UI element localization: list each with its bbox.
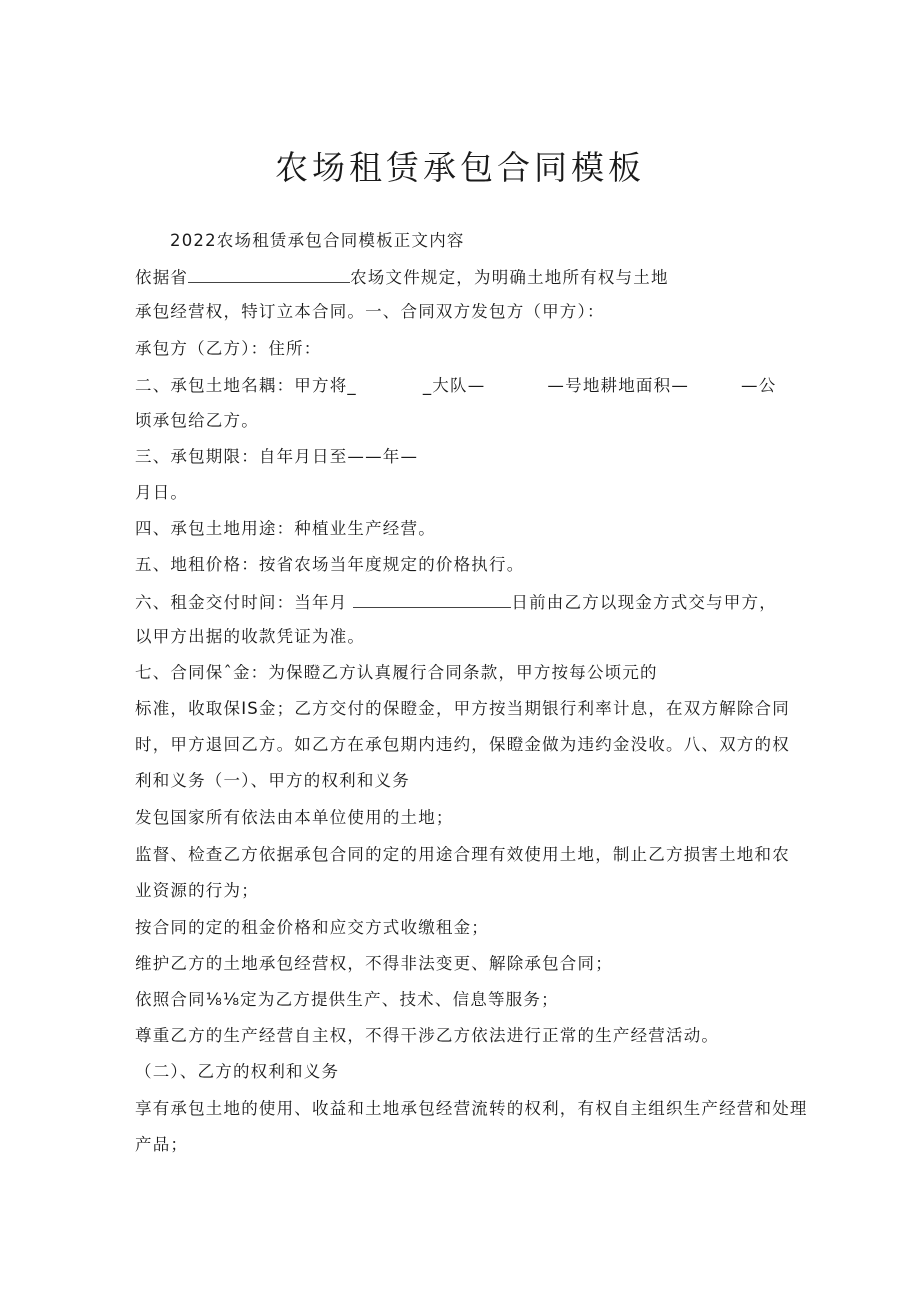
text-segment: _大队—	[422, 376, 486, 395]
paragraph-line	[135, 376, 776, 396]
paragraph-line: （二）、乙方的权利和义务	[135, 1062, 340, 1081]
text-segment: 农场文件规定，为明确土地所有权与土地	[350, 268, 669, 287]
paragraph-line: 依照合同⅛⅛定为乙方提供生产、技术、信息等服务；	[135, 990, 559, 1009]
paragraph-line: 发包国家所有依法由本单位使用的土地；	[135, 808, 454, 827]
paragraph-line: 以甲方出据的收款凭证为准。	[135, 627, 366, 646]
text-segment: —公	[741, 376, 777, 395]
text-segment: 六、租金交付时间：当年月	[135, 593, 348, 612]
paragraph-line: 享有承包土地的使用、收益和土地承包经营流转的权利，有权自主组织生产经营和处理	[135, 1099, 808, 1118]
paragraph-line: 月日。	[135, 483, 189, 502]
paragraph-line: 产品；	[135, 1135, 189, 1154]
paragraph-line: 业资源的行为；	[135, 881, 259, 900]
fill-in-blank	[353, 591, 511, 608]
document-subtitle: 2022农场租赁承包合同模板正文内容	[170, 231, 465, 250]
paragraph-line: 标准，收取保IS金；乙方交付的保瞪金，甲方按当期银行利率计息，在双方解除合同	[135, 699, 790, 718]
paragraph-line: 三、承包期限：自年月日至——年—	[135, 447, 419, 466]
paragraph-line: 维护乙方的土地承包经营权，不得非法变更、解除承包合同；	[135, 954, 613, 973]
fill-in-blank	[188, 266, 350, 283]
paragraph-line: 七、合同保ˆ金：为保瞪乙方认真履行合同条款，甲方按每公顷元的	[135, 663, 658, 682]
paragraph-line: 承包方（乙方）：住所：	[135, 339, 322, 358]
text-segment: 依据省	[135, 268, 189, 287]
paragraph-line: 监督、检查乙方依据承包合同的定的用途合理有效使用土地，制止乙方损害土地和农	[135, 845, 790, 864]
document-title: 农场租赁承包合同模板	[275, 148, 645, 187]
paragraph-line: 按合同的定的租金价格和应交方式收缴租金；	[135, 918, 489, 937]
paragraph-line	[135, 266, 669, 288]
paragraph-line: 顷承包给乙方。	[135, 411, 259, 430]
text-segment: —号地耕地面积—	[547, 376, 690, 395]
paragraph-line: 尊重乙方的生产经营自主权，不得干涉乙方依法进行正常的生产经营活动。	[135, 1026, 720, 1045]
paragraph-line	[135, 591, 777, 613]
text-segment: 二、承包土地名耦：甲方将_	[135, 376, 357, 395]
paragraph-line: 利和义务（一）、甲方的权利和义务	[135, 771, 410, 790]
paragraph-line: 时，甲方退回乙方。如乙方在承包期内违约，保瞪金做为违约金没收。八、双方的权	[135, 735, 790, 754]
paragraph-line: 五、地租价格：按省农场当年度规定的价格执行。	[135, 555, 525, 574]
paragraph-line: 四、承包土地用途：种植业生产经营。	[135, 519, 436, 538]
paragraph-line: 承包经营权，特订立本合同。一、合同双方发包方（甲方）：	[135, 302, 605, 321]
text-segment: 日前由乙方以现金方式交与甲方，	[511, 593, 777, 612]
